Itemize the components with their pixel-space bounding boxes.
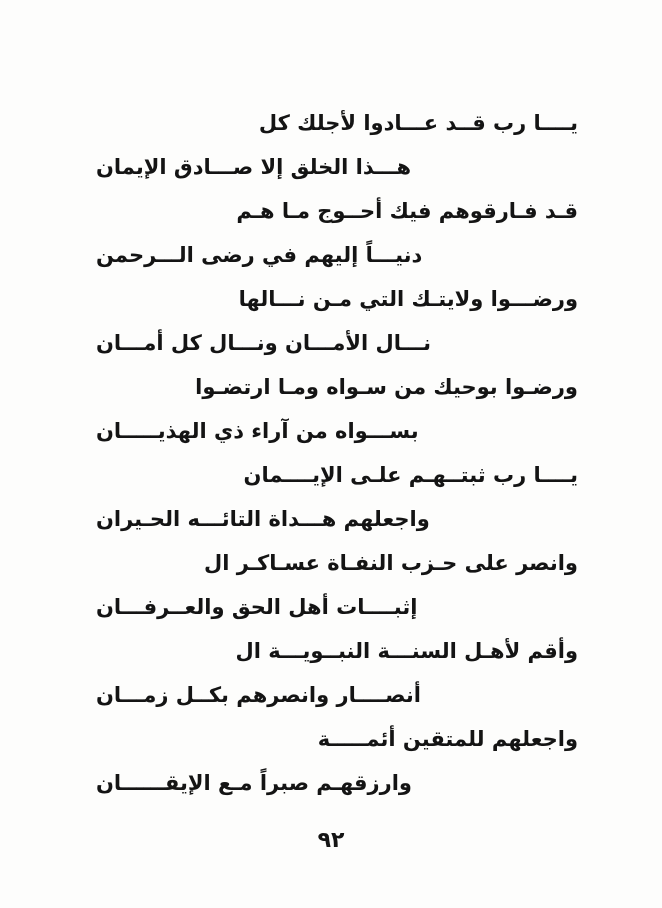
verse-line-10: واجعلهم هـــداة التائـــه الحـيران bbox=[96, 507, 430, 531]
verse-line-6: نـــال الأمـــان ونـــال كل أمـــان bbox=[96, 331, 432, 355]
verse-line-8: بســـواه من آراء ذي الهذيـــــان bbox=[96, 419, 419, 443]
verse-line-7: ورضـوا بوحيك من سـواه ومـا ارتضـوا bbox=[195, 375, 578, 399]
verse-line-1: يــــا رب قــد عـــادوا لأجلك كل bbox=[258, 111, 578, 135]
verse-line-2: هـــذا الخلق إلا صـــادق الإيمان bbox=[96, 155, 412, 179]
verse-line-12: إثبــــات أهل الحق والعــرفـــان bbox=[96, 595, 418, 619]
verse-line-3: قـد فـارقوهم فيك أحــوج مـا هـم bbox=[236, 199, 578, 223]
verse-line-16: وارزقهـم صبراً مـع الإيقــــــان bbox=[96, 771, 412, 795]
verse-line-9: يــــا رب ثبتــهـم علـى الإيــــمان bbox=[243, 463, 578, 487]
verse-line-4: دنيـــاً إليهم في رضى الـــرحمن bbox=[96, 243, 423, 267]
verse-line-5: ورضـــوا ولايتـك التي مـن نـــالها bbox=[238, 287, 578, 311]
verse-line-13: وأقم لأهـل السنـــة النبــويـــة ال bbox=[235, 639, 578, 663]
page-number: ٩٢ bbox=[317, 828, 345, 853]
verse-line-15: واجعلهم للمتقين أئمـــــة bbox=[317, 727, 578, 751]
verse-line-14: أنصــــار وانصرهم بكــل زمـــان bbox=[96, 683, 421, 707]
verse-line-11: وانصر على حـزب النفـاة عسـاكـر ال bbox=[204, 551, 578, 575]
